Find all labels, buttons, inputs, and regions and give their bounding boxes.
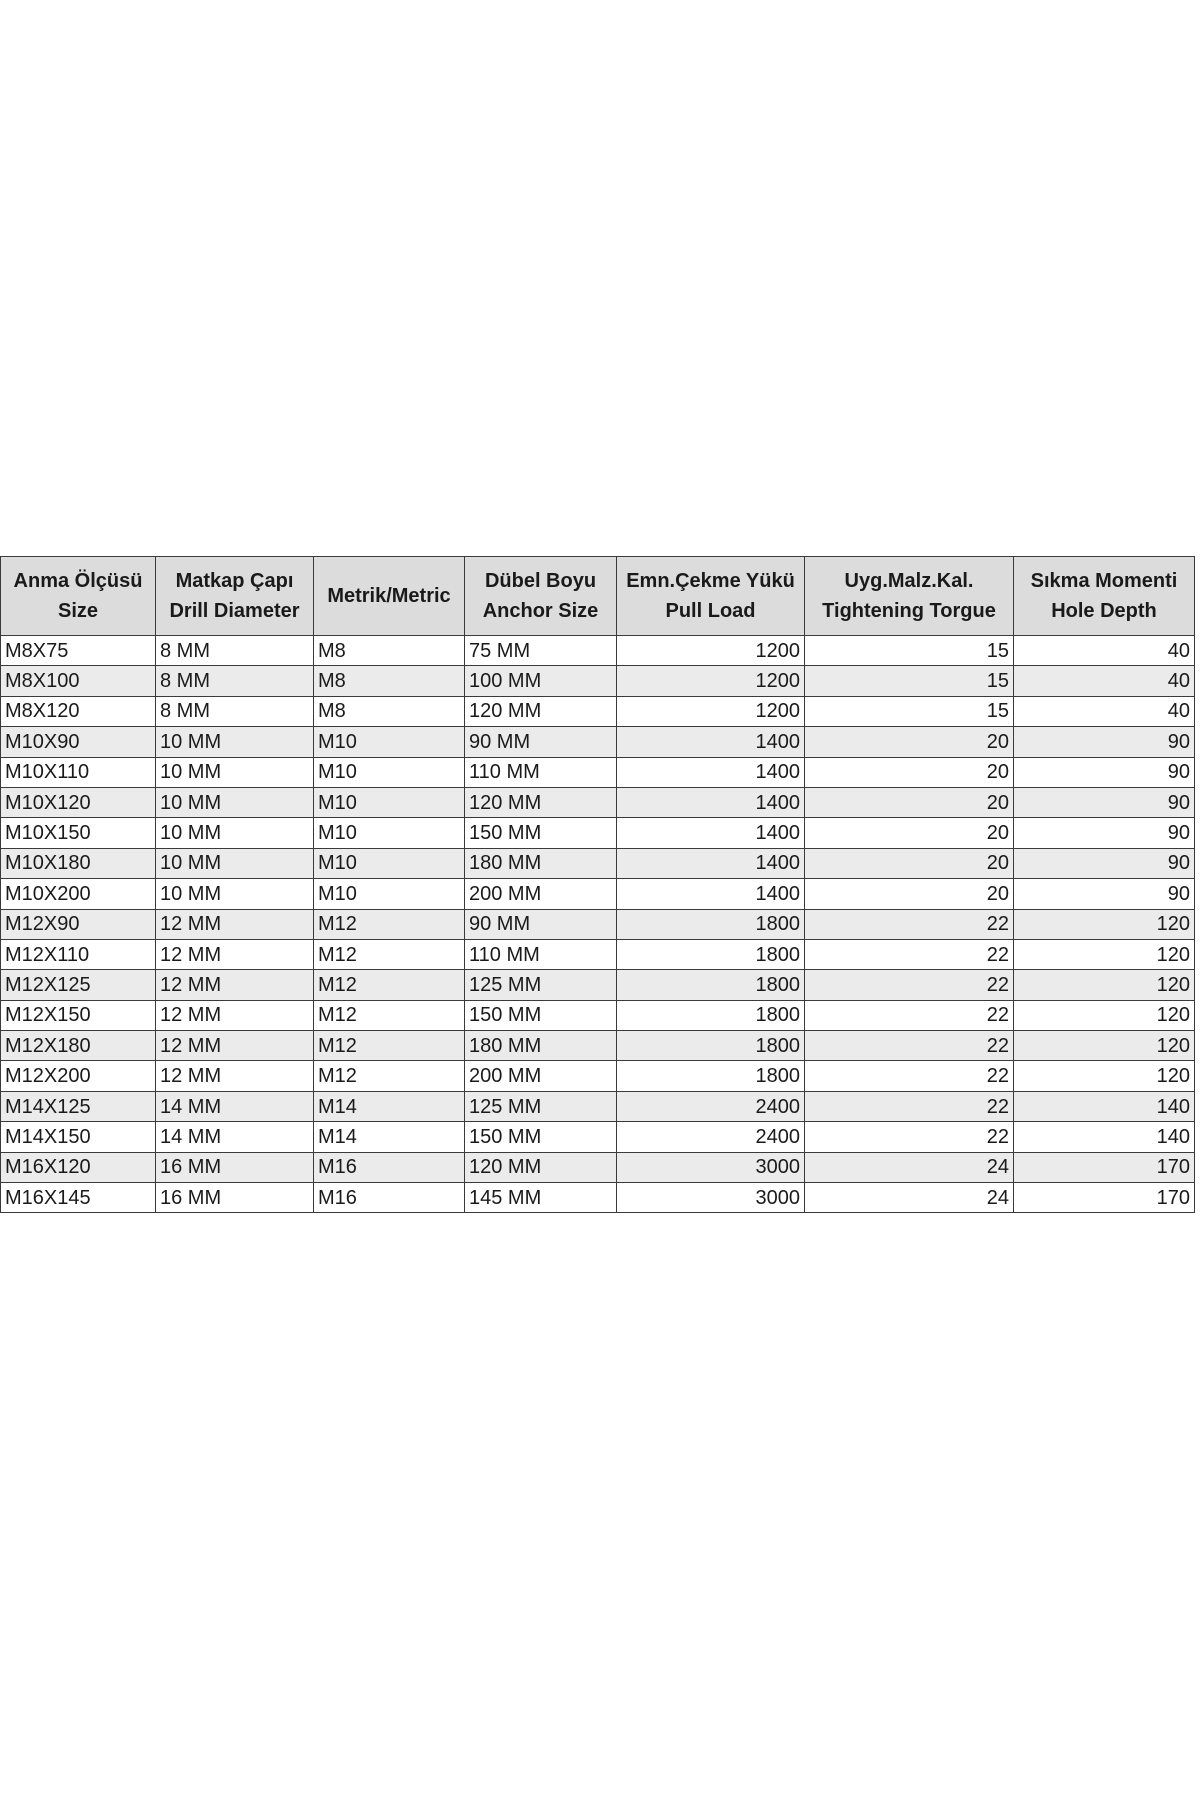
- table-cell: 1800: [617, 909, 805, 939]
- table-cell: 20: [805, 848, 1014, 878]
- table-row: [1, 1061, 1195, 1091]
- table-cell: 1800: [617, 970, 805, 1000]
- column-header-anchor-size: [465, 557, 617, 636]
- header-line: Matkap Çapı: [175, 570, 294, 592]
- table-cell: M12X110: [1, 939, 156, 969]
- table-cell: 1800: [617, 1000, 805, 1030]
- table-cell: M10: [314, 879, 465, 909]
- table-cell: M12X180: [1, 1031, 156, 1061]
- header-line: Metrik/Metric: [327, 585, 451, 607]
- table-cell: M12X150: [1, 1000, 156, 1030]
- table-cell: 180 MM: [465, 1031, 617, 1061]
- column-header-size: [1, 557, 156, 636]
- table-cell: 22: [805, 1122, 1014, 1152]
- table-cell: 40: [1014, 636, 1195, 666]
- table-cell: 15: [805, 696, 1014, 726]
- table-cell: 90: [1014, 727, 1195, 757]
- header-line: Size: [57, 600, 99, 622]
- table-row: [1, 727, 1195, 757]
- column-header-hole-depth: [1014, 557, 1195, 636]
- table-cell: 12 MM: [156, 970, 314, 1000]
- table-cell: M10: [314, 727, 465, 757]
- table-cell: M8: [314, 636, 465, 666]
- table-cell: 10 MM: [156, 757, 314, 787]
- table-cell: M12: [314, 970, 465, 1000]
- table-cell: 90 MM: [465, 727, 617, 757]
- table-cell: 120: [1014, 1061, 1195, 1091]
- table-cell: 145 MM: [465, 1183, 617, 1213]
- table-cell: 1800: [617, 1061, 805, 1091]
- table-cell: 3000: [617, 1152, 805, 1182]
- table-row: [1, 909, 1195, 939]
- table-cell: M8X120: [1, 696, 156, 726]
- table-row: [1, 696, 1195, 726]
- table-cell: M12: [314, 909, 465, 939]
- table-cell: 125 MM: [465, 1091, 617, 1121]
- table-row: [1, 1183, 1195, 1213]
- header-line: Drill Diameter: [169, 600, 300, 622]
- table-header: [1, 557, 1195, 636]
- header-row: [1, 557, 1195, 636]
- table-cell: 12 MM: [156, 1031, 314, 1061]
- table-row: [1, 1152, 1195, 1182]
- header-line: Tightening Torgue: [822, 600, 996, 622]
- header-line: Dübel Boyu: [484, 570, 597, 592]
- table-cell: 22: [805, 1061, 1014, 1091]
- column-header-drill-diameter: [156, 557, 314, 636]
- table-cell: 100 MM: [465, 666, 617, 696]
- table-cell: M8: [314, 666, 465, 696]
- header-line: Sıkma Momenti: [1030, 570, 1178, 592]
- table-cell: 150 MM: [465, 818, 617, 848]
- table-body: [1, 636, 1195, 1213]
- table-cell: 2400: [617, 1091, 805, 1121]
- table-cell: M12: [314, 939, 465, 969]
- table-cell: 120 MM: [465, 1152, 617, 1182]
- table-cell: 140: [1014, 1091, 1195, 1121]
- table-cell: 90: [1014, 787, 1195, 817]
- table-cell: 90: [1014, 848, 1195, 878]
- table-row: [1, 1000, 1195, 1030]
- table-cell: M10: [314, 787, 465, 817]
- column-header-tightening-torque: [805, 557, 1014, 636]
- table-cell: M12X125: [1, 970, 156, 1000]
- table-cell: 120 MM: [465, 787, 617, 817]
- table-cell: M10X180: [1, 848, 156, 878]
- table-cell: 24: [805, 1183, 1014, 1213]
- table-cell: 10 MM: [156, 848, 314, 878]
- table-cell: 170: [1014, 1152, 1195, 1182]
- table-cell: 12 MM: [156, 1000, 314, 1030]
- table-cell: 20: [805, 818, 1014, 848]
- table-cell: M14: [314, 1122, 465, 1152]
- table-cell: 12 MM: [156, 909, 314, 939]
- table-cell: 1400: [617, 727, 805, 757]
- table-row: [1, 1122, 1195, 1152]
- table-row: [1, 787, 1195, 817]
- table-cell: 125 MM: [465, 970, 617, 1000]
- table-cell: 10 MM: [156, 787, 314, 817]
- table-cell: 22: [805, 909, 1014, 939]
- table-cell: M8: [314, 696, 465, 726]
- table-cell: 22: [805, 1000, 1014, 1030]
- table-cell: M10: [314, 818, 465, 848]
- table-cell: 90: [1014, 879, 1195, 909]
- table-cell: 22: [805, 1091, 1014, 1121]
- table-cell: 12 MM: [156, 939, 314, 969]
- table-cell: 180 MM: [465, 848, 617, 878]
- table-cell: 1400: [617, 787, 805, 817]
- column-header-pull-load: [617, 557, 805, 636]
- table-cell: M16: [314, 1183, 465, 1213]
- table-cell: 20: [805, 879, 1014, 909]
- table-cell: 3000: [617, 1183, 805, 1213]
- table-cell: M16X145: [1, 1183, 156, 1213]
- table-cell: 22: [805, 970, 1014, 1000]
- table-cell: 90: [1014, 818, 1195, 848]
- table-cell: M10X120: [1, 787, 156, 817]
- table-cell: M10: [314, 757, 465, 787]
- table-cell: 15: [805, 666, 1014, 696]
- table-cell: 75 MM: [465, 636, 617, 666]
- column-header-metric: [314, 557, 465, 636]
- anchor-spec-table: [0, 556, 1195, 1213]
- table-row: [1, 666, 1195, 696]
- table-cell: M14X150: [1, 1122, 156, 1152]
- table-row: [1, 1031, 1195, 1061]
- table-cell: 15: [805, 636, 1014, 666]
- table-cell: 40: [1014, 666, 1195, 696]
- table-cell: 10 MM: [156, 727, 314, 757]
- table-cell: 8 MM: [156, 666, 314, 696]
- table-cell: 2400: [617, 1122, 805, 1152]
- table-cell: M10: [314, 848, 465, 878]
- table-row: [1, 818, 1195, 848]
- table-cell: 12 MM: [156, 1061, 314, 1091]
- table-cell: 170: [1014, 1183, 1195, 1213]
- table-cell: 10 MM: [156, 879, 314, 909]
- header-line: Hole Depth: [1051, 600, 1157, 622]
- table-cell: 22: [805, 1031, 1014, 1061]
- table-cell: M12: [314, 1000, 465, 1030]
- table-cell: 1400: [617, 879, 805, 909]
- table-cell: M10X90: [1, 727, 156, 757]
- table-cell: 150 MM: [465, 1122, 617, 1152]
- table-cell: 8 MM: [156, 696, 314, 726]
- table-cell: 1800: [617, 939, 805, 969]
- table-cell: M16X120: [1, 1152, 156, 1182]
- table-row: [1, 848, 1195, 878]
- table-cell: 10 MM: [156, 818, 314, 848]
- table-cell: M12X200: [1, 1061, 156, 1091]
- table-cell: 140: [1014, 1122, 1195, 1152]
- table-cell: 8 MM: [156, 636, 314, 666]
- table-row: [1, 636, 1195, 666]
- table-cell: M10X200: [1, 879, 156, 909]
- table-cell: 1200: [617, 696, 805, 726]
- table-cell: M12: [314, 1031, 465, 1061]
- table-cell: 20: [805, 787, 1014, 817]
- table-cell: 120: [1014, 1031, 1195, 1061]
- header-line: Pull Load: [665, 600, 756, 622]
- table-cell: 1400: [617, 818, 805, 848]
- table-cell: 20: [805, 727, 1014, 757]
- table-cell: 1200: [617, 636, 805, 666]
- header-line: Emn.Çekme Yükü: [626, 570, 795, 592]
- table-cell: M14: [314, 1091, 465, 1121]
- table-cell: 22: [805, 939, 1014, 969]
- table-cell: 200 MM: [465, 879, 617, 909]
- table-cell: 16 MM: [156, 1183, 314, 1213]
- table-cell: M10X150: [1, 818, 156, 848]
- table-cell: M16: [314, 1152, 465, 1182]
- table-cell: M10X110: [1, 757, 156, 787]
- table-cell: 150 MM: [465, 1000, 617, 1030]
- table-row: [1, 879, 1195, 909]
- table-cell: 24: [805, 1152, 1014, 1182]
- table-cell: M8X75: [1, 636, 156, 666]
- table-cell: 120: [1014, 909, 1195, 939]
- table-cell: 16 MM: [156, 1152, 314, 1182]
- table-cell: 110 MM: [465, 939, 617, 969]
- table-cell: 120: [1014, 970, 1195, 1000]
- table-cell: 14 MM: [156, 1122, 314, 1152]
- table-cell: 1400: [617, 848, 805, 878]
- table-cell: 200 MM: [465, 1061, 617, 1091]
- table-cell: 14 MM: [156, 1091, 314, 1121]
- table-cell: M8X100: [1, 666, 156, 696]
- table-cell: 20: [805, 757, 1014, 787]
- table-cell: 1800: [617, 1031, 805, 1061]
- table-cell: M12: [314, 1061, 465, 1091]
- table-cell: M12X90: [1, 909, 156, 939]
- table-cell: 1200: [617, 666, 805, 696]
- table-cell: 90: [1014, 757, 1195, 787]
- table-cell: 120: [1014, 1000, 1195, 1030]
- table-row: [1, 1091, 1195, 1121]
- table-cell: 90 MM: [465, 909, 617, 939]
- table-cell: M14X125: [1, 1091, 156, 1121]
- table-cell: 1400: [617, 757, 805, 787]
- table-row: [1, 939, 1195, 969]
- table-cell: 120 MM: [465, 696, 617, 726]
- table-cell: 120: [1014, 939, 1195, 969]
- table-row: [1, 970, 1195, 1000]
- header-line: Uyg.Malz.Kal.: [844, 570, 974, 592]
- table-row: [1, 757, 1195, 787]
- header-line: Anchor Size: [482, 600, 599, 622]
- header-line: Anma Ölçüsü: [13, 570, 143, 592]
- table-cell: 110 MM: [465, 757, 617, 787]
- table-cell: 40: [1014, 696, 1195, 726]
